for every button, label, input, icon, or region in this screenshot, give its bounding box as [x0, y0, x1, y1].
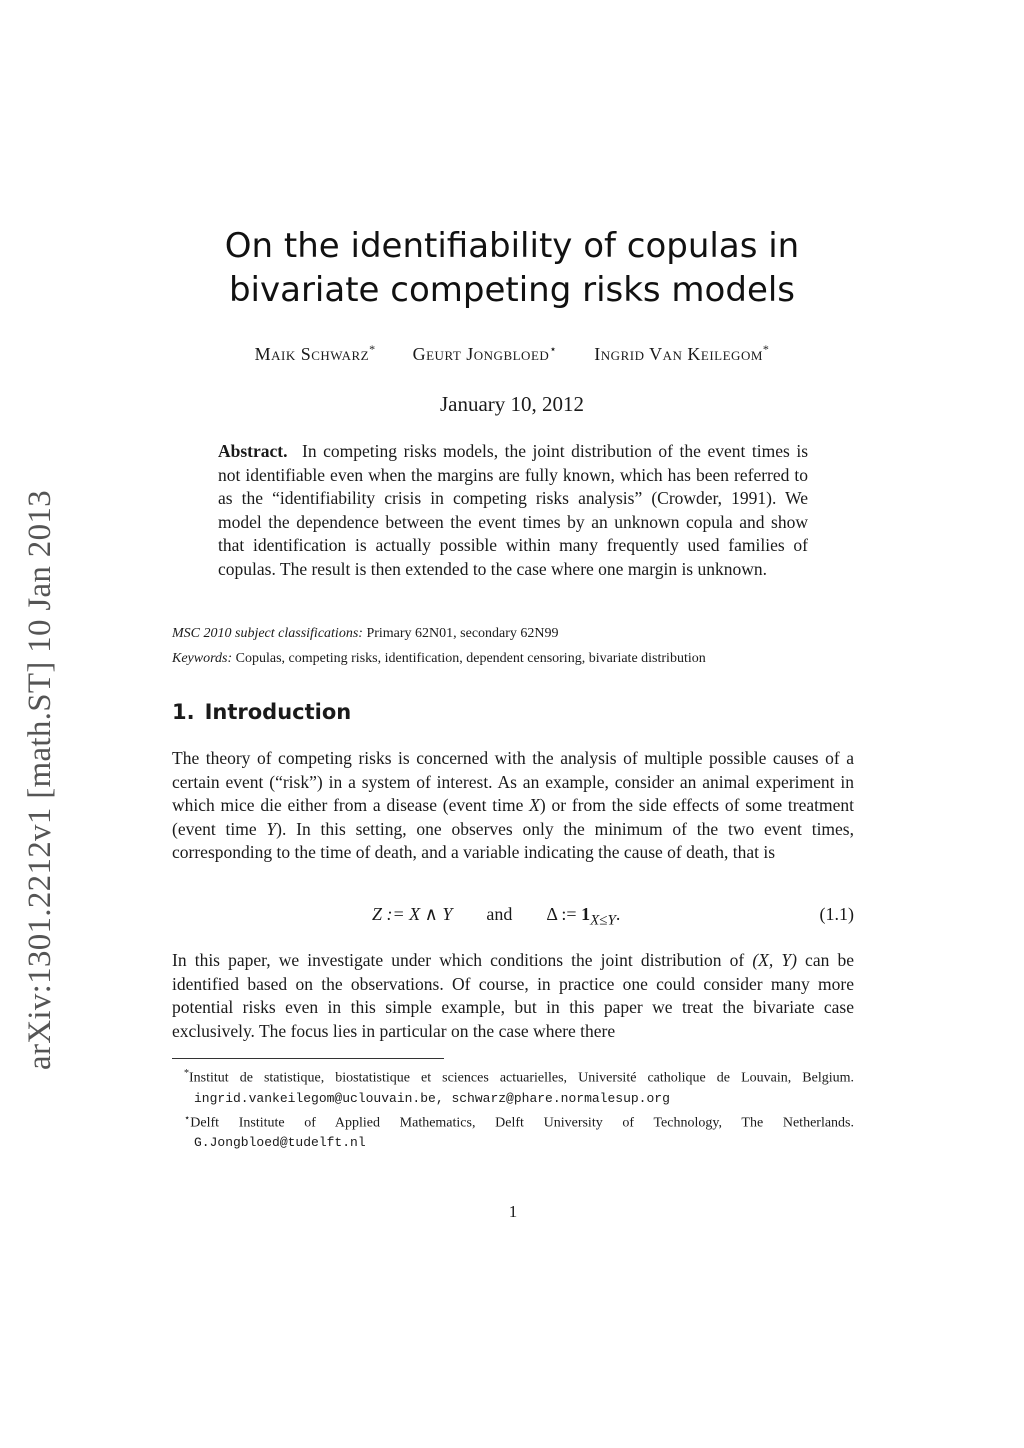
footnote-1-text: Institut de statistique, biostatistique et sciences actuarielles, Université catholique de Louvain, Belgium.	[189, 1070, 854, 1086]
equation-lhs: Z := X ∧ Y	[372, 904, 453, 924]
footnote-2-mark: ⋆	[184, 1112, 191, 1124]
footnote-2	[172, 1109, 854, 1154]
para1-text-c: ). In this setting, one observes only the minimum of the two event times, corresponding to the time of death, and a variable indicating the cause of death, that is	[172, 818, 854, 862]
msc-label: MSC 2010 subject classifications:	[172, 626, 363, 641]
author-1-mark: *	[369, 342, 376, 356]
equation-body	[372, 904, 620, 930]
para2-pair: (X, Y)	[752, 950, 797, 970]
keywords	[172, 651, 862, 667]
author-3-mark: *	[762, 342, 770, 356]
abstract-label: Abstract.	[218, 441, 288, 461]
equation-1-1	[172, 904, 854, 930]
author-2-name: Geurt Jongbloed	[412, 344, 550, 364]
intro-paragraph-2	[172, 949, 854, 1043]
author-2-mark: ⋆	[549, 342, 558, 356]
equation-period: .	[615, 904, 621, 924]
footnote-1-mark: *	[184, 1068, 189, 1079]
author-3	[594, 342, 769, 365]
author-1	[255, 342, 376, 365]
equation-delta: Δ :=	[546, 904, 582, 924]
page-number: 1	[508, 1202, 518, 1221]
author-2	[413, 342, 558, 365]
para1-text-a: The theory of competing risks is concerned with the analysis of multiple possible causes of a certain event (“risk”) in a system of interest. As an example, consider an animal experiment in which mice die either from a disease (event time	[172, 748, 854, 815]
abstract	[218, 440, 808, 581]
section-number: 1.	[172, 700, 195, 724]
footnote-1	[172, 1064, 854, 1109]
section-title: Introduction	[204, 700, 352, 724]
para1-text-b: ) or from the side effects of some treatment (event time	[172, 795, 854, 839]
footnote-2-email[interactable]: G.Jongbloed@tudelft.nl	[194, 1135, 366, 1151]
section-heading	[172, 700, 351, 724]
author-3-name: Ingrid Van Keilegom	[594, 344, 763, 364]
footnote-1-email[interactable]: ingrid.vankeilegom@uclouvain.be, schwarz@phare.normalesup.org	[194, 1090, 670, 1106]
para2-text-b: can be identified based on the observations. Of course, in practice one could consider many more potential risks even in this simple example, but in this paper we treat the bivariate case exclusively. The focus lies in particular on the case where there	[172, 950, 854, 1041]
msc-classification	[172, 626, 862, 642]
author-1-name: Maik Schwarz	[254, 344, 370, 364]
paper-title	[172, 224, 852, 312]
paper-date: January 10, 2012	[439, 392, 585, 416]
equation-number: (1.1)	[819, 904, 854, 924]
footnote-2-text: Delft Institute of Applied Mathematics, Delft University of Technology, The Netherlands.	[190, 1115, 854, 1131]
arxiv-stamp[interactable]: arXiv:1301.2212v1 [math.ST] 10 Jan 2013	[22, 490, 58, 1070]
equation-subscript: X≤Y	[590, 912, 616, 929]
footnote-divider	[172, 1058, 444, 1059]
para2-text-a: In this paper, we investigate under which conditions the joint distribution of	[172, 950, 753, 970]
footnotes	[172, 1064, 854, 1153]
para1-var-y: Y	[266, 818, 277, 839]
para1-var-x: X	[529, 795, 540, 815]
title-line-2: bivariate competing risks models	[228, 270, 796, 310]
keywords-text: Copulas, competing risks, identification, dependent censoring, bivariate distribution	[235, 651, 706, 666]
author-list	[172, 342, 852, 365]
intro-paragraph-1	[172, 747, 854, 865]
equation-connector: and	[486, 904, 513, 924]
msc-text: Primary 62N01, secondary 62N99	[366, 626, 559, 641]
title-line-1: On the identifiability of copulas in	[224, 226, 800, 266]
keywords-label: Keywords:	[172, 651, 233, 666]
equation-indicator: 1	[581, 904, 591, 924]
abstract-text: In competing risks models, the joint distribution of the event times is not identifiable even when the margins are fully known, which has been referred to as the “identifiability crisis in competing risks analysis” (Crowder, 1991). We model the dependence between the event times by an unknown copula and show that identification is actually possible within many frequently used families of copulas. The result is then extended to the case where one margin is unknown.	[218, 441, 809, 579]
